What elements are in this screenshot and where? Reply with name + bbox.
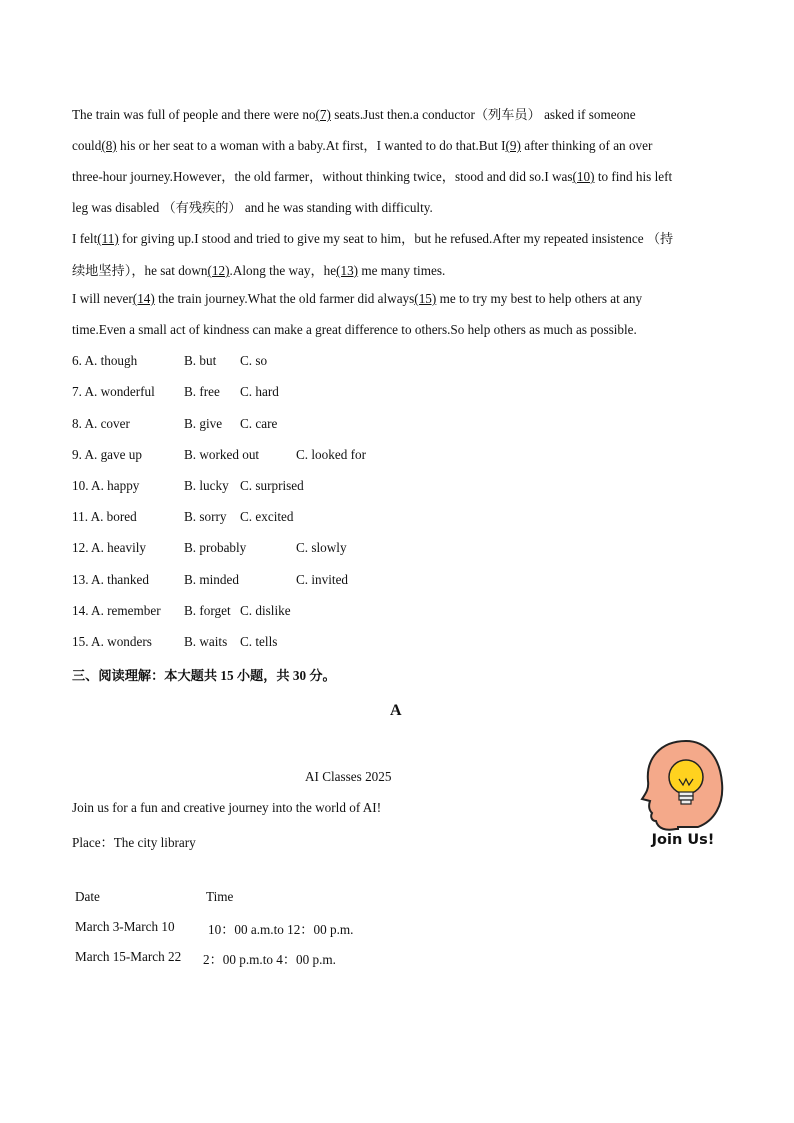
- table-cell-time: 2：00 p.m.to 4：00 p.m.: [203, 952, 336, 967]
- option-c: C. looked for: [296, 447, 366, 462]
- head-lightbulb-icon: [640, 737, 726, 849]
- option-b: B. forget: [184, 603, 231, 618]
- option-b: B. lucky: [184, 478, 229, 493]
- option-c: C. excited: [240, 509, 294, 524]
- option-c: C. so: [240, 353, 268, 368]
- option-c: C. tells: [240, 634, 278, 649]
- passage-line-8: time.Even a small act of kindness can make a great difference to others.So help others as much as possible.: [72, 322, 637, 337]
- table-cell-time: 10：00 a.m.to 12：00 p.m.: [208, 922, 354, 937]
- option-a: 12. A. heavily: [72, 540, 146, 555]
- blank-9: (9): [505, 138, 521, 153]
- option-a: 10. A. happy: [72, 478, 140, 493]
- section-heading: 三、阅读理解：本大题共 15 小题，共 30 分。: [72, 668, 336, 683]
- passage-line-3: three-hour journey.However，the old farmer，without thinking twice，stood and did so.I was(10) to find his left: [72, 169, 673, 184]
- option-c: C. surprised: [240, 478, 304, 493]
- option-a: 9. A. gave up: [72, 447, 142, 462]
- table-cell-date: March 3-March 10: [75, 919, 175, 934]
- blank-11: (11): [97, 231, 119, 246]
- passage-line-5: I felt(11) for giving up.I stood and tried to give my seat to him，but he refused.After my repeated insistence （持: [72, 231, 674, 246]
- option-a: 14. A. remember: [72, 603, 161, 618]
- option-c: C. dislike: [240, 603, 291, 618]
- option-b: B. but: [184, 353, 217, 368]
- option-b: B. free: [184, 384, 220, 399]
- option-a: 8. A. cover: [72, 416, 130, 431]
- ad-intro: Join us for a fun and creative journey into the world of AI!: [72, 800, 382, 815]
- table-cell-date: March 15-March 22: [75, 949, 182, 964]
- blank-15: (15): [414, 291, 437, 306]
- header-date: Date: [75, 889, 100, 904]
- option-b: B. sorry: [184, 509, 227, 524]
- ad-place: Place：The city library: [72, 835, 196, 850]
- option-b: B. give: [184, 416, 223, 431]
- blank-7: (7): [315, 107, 331, 122]
- passage-line-2: could(8) his or her seat to a woman with a baby.At first，I wanted to do that.But I(9) after thinking of an over: [72, 138, 653, 153]
- passage-line-1: The train was full of people and there were no(7) seats.Just then.a conductor（列车员） asked if someone: [72, 107, 636, 122]
- blank-14: (14): [132, 291, 155, 306]
- ad-title: AI Classes 2025: [305, 769, 392, 784]
- option-c: C. invited: [296, 572, 349, 587]
- passage-line-4: leg was disabled （有残疾的） and he was standing with difficulty.: [72, 200, 433, 215]
- passage-line-7: I will never(14) the train journey.What the old farmer did always(15) me to try my best to help others at any: [72, 291, 643, 306]
- blank-13: (13): [336, 263, 359, 278]
- option-c: C. slowly: [296, 540, 347, 555]
- part-label: A: [390, 702, 402, 719]
- blank-10: (10): [572, 169, 595, 184]
- option-a: 7. A. wonderful: [72, 384, 155, 399]
- option-c: C. care: [240, 416, 278, 431]
- blank-12: (12): [207, 263, 230, 278]
- blank-8: (8): [101, 138, 117, 153]
- option-c: C. hard: [240, 384, 279, 399]
- option-b: B. waits: [184, 634, 228, 649]
- option-a: 13. A. thanked: [72, 572, 149, 587]
- option-a: 6. A. though: [72, 353, 138, 368]
- option-b: B. probably: [184, 540, 247, 555]
- option-a: 15. A. wonders: [72, 634, 152, 649]
- logo-text: Join Us!: [651, 832, 715, 848]
- option-a: 11. A. bored: [72, 509, 137, 524]
- option-b: B. minded: [184, 572, 239, 587]
- option-b: B. worked out: [184, 447, 260, 462]
- header-time: Time: [206, 889, 234, 904]
- passage-line-6: 续地坚持），he sat down(12).Along the way，he(13) me many times.: [72, 263, 446, 278]
